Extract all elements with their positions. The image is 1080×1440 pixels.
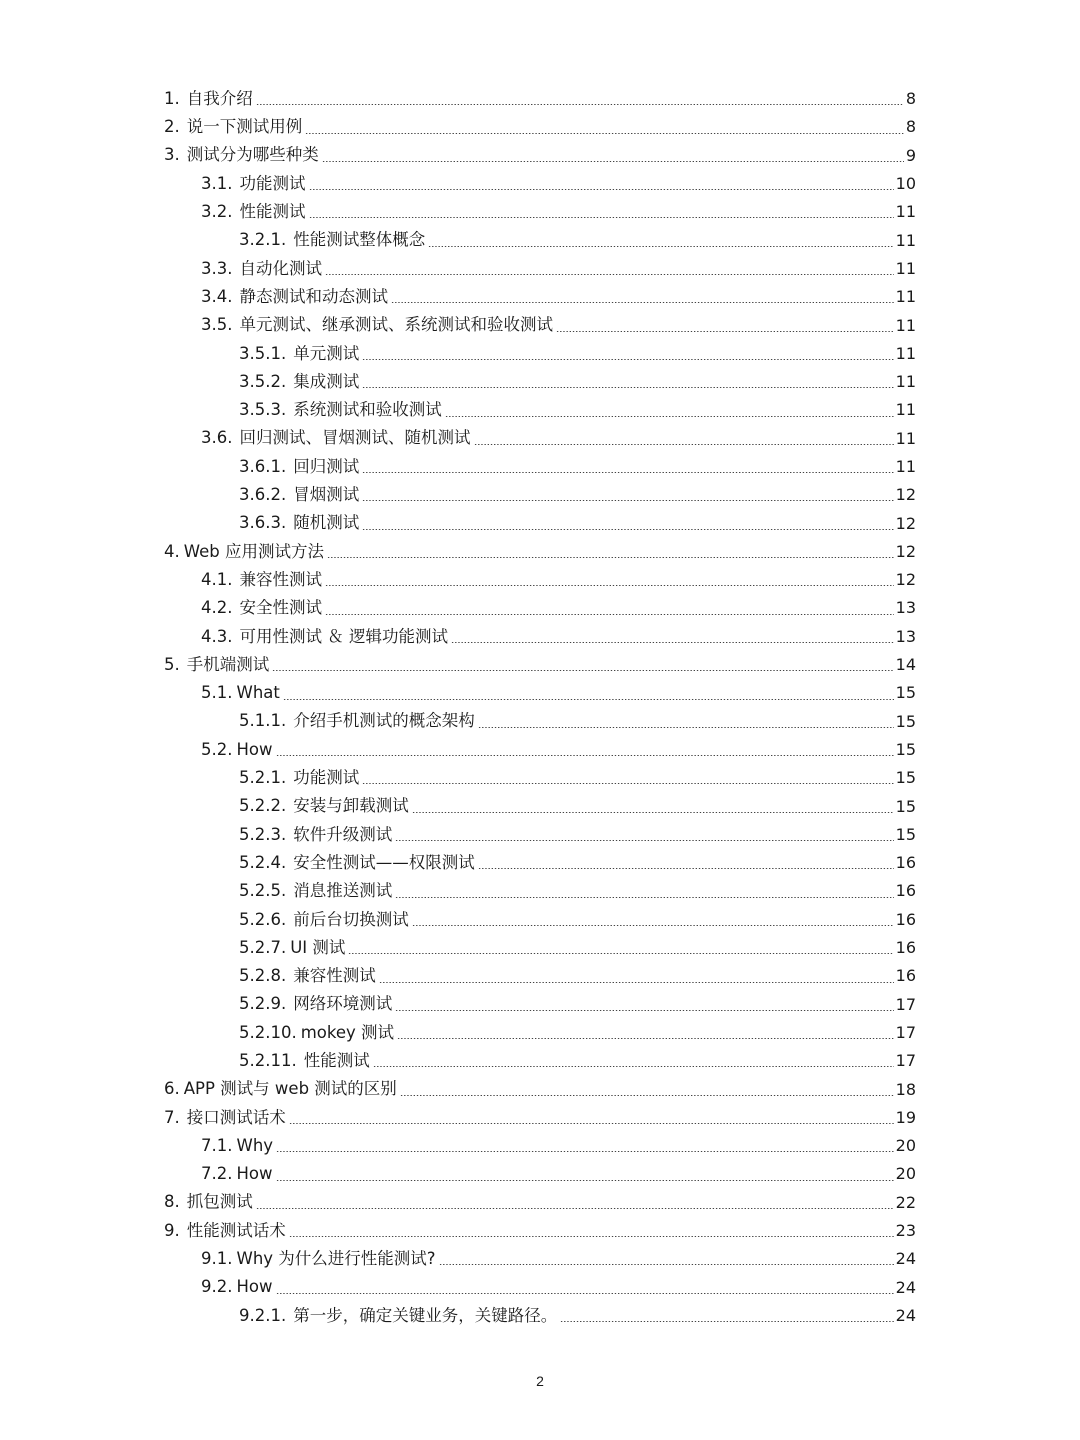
toc-entry[interactable] [0, 340, 1080, 368]
toc-entry-page: 16 [895, 966, 916, 986]
toc-dot-leader [276, 755, 894, 756]
toc-entry-number: 3.2.1. [239, 230, 287, 250]
toc-entry-number: 9.2. [201, 1277, 233, 1297]
toc-entry-page: 11 [895, 457, 916, 476]
toc-dot-leader [439, 1264, 894, 1265]
toc-dot-leader [272, 670, 893, 671]
toc-entry[interactable] [0, 1217, 1080, 1245]
toc-dot-leader [395, 1010, 893, 1011]
toc-entry[interactable] [0, 708, 1080, 736]
toc-entry-page: 15 [895, 824, 916, 844]
toc-entry-number: 6. [164, 1079, 180, 1099]
toc-entry-title: How [236, 1164, 273, 1184]
toc-entry-number: 5.2.9. [239, 994, 287, 1014]
toc-entry[interactable] [0, 1132, 1080, 1160]
toc-entry[interactable] [0, 934, 1080, 962]
toc-entry[interactable] [0, 283, 1080, 311]
toc-dot-leader [395, 840, 893, 841]
toc-entry-title: 安全性测试——权限测试 [293, 852, 475, 872]
toc-entry-title: 手机端测试 [186, 654, 270, 674]
toc-entry-title: 兼容性测试 [239, 569, 322, 589]
toc-dot-leader [395, 897, 893, 898]
toc-dot-leader [400, 1095, 894, 1096]
toc-entry-title: 性能测试话术 [186, 1220, 286, 1240]
toc-entry[interactable] [0, 821, 1080, 849]
toc-dot-leader [478, 727, 894, 728]
toc-entry-title: 介绍手机测试的概念架构 [293, 711, 475, 731]
toc-entry-number: 5.2.10. [239, 1022, 297, 1042]
toc-entry[interactable] [0, 1189, 1080, 1217]
toc-entry-number: 5.2.6. [239, 909, 287, 929]
toc-entry-title: 兼容性测试 [293, 966, 376, 986]
toc-dot-leader [391, 302, 894, 303]
toc-entry[interactable] [0, 764, 1080, 792]
toc-entry-number: 9. [164, 1220, 180, 1240]
toc-entry-title: 冒烟测试 [293, 485, 360, 505]
toc-entry-page: 8 [905, 89, 916, 109]
toc-entry-number: 3.6.2. [239, 485, 287, 505]
toc-dot-leader [327, 557, 894, 558]
toc-entry-number: 3.5. [201, 315, 233, 335]
toc-dot-leader [256, 104, 904, 105]
toc-entry-title: Why [236, 1135, 274, 1155]
toc-entry-page: 17 [895, 1022, 916, 1042]
toc-dot-leader [412, 925, 894, 926]
toc-entry-page: 20 [895, 1164, 916, 1184]
toc-entry-page: 23 [895, 1221, 916, 1241]
toc-entry-title: 测试分为哪些种类 [186, 145, 319, 165]
toc-entry-page: 22 [895, 1192, 916, 1212]
toc-entry-number: 3.6.1. [239, 456, 287, 476]
toc-dot-leader [309, 217, 894, 218]
toc-dot-leader [325, 614, 894, 615]
toc-entry-number: 7. [164, 1107, 180, 1127]
toc-entry-number: 5.2. [201, 739, 233, 759]
toc-dot-leader [556, 331, 894, 332]
toc-entry[interactable] [0, 1104, 1080, 1132]
toc-entry-title: 静态测试和动态测试 [239, 286, 388, 306]
toc-entry[interactable] [0, 113, 1080, 141]
toc-entry-number: 3.2. [201, 202, 233, 222]
toc-entry[interactable] [0, 1273, 1080, 1301]
toc-entry-page: 15 [895, 711, 916, 731]
toc-entry-title: 说一下测试用例 [186, 117, 303, 137]
toc-entry[interactable] [0, 566, 1080, 594]
toc-entry-page: 16 [895, 853, 916, 873]
toc-entry-page: 13 [895, 626, 916, 646]
toc-entry-page: 16 [895, 881, 916, 901]
toc-entry[interactable] [0, 509, 1080, 537]
toc-dot-leader [348, 953, 893, 954]
toc-entry-page: 15 [895, 796, 916, 816]
toc-entry-title: How [236, 739, 273, 759]
toc-entry-page: 10 [895, 174, 916, 194]
toc-entry-page: 18 [895, 1079, 916, 1099]
toc-dot-leader [309, 189, 894, 190]
toc-entry-title: 回归测试 [293, 456, 360, 476]
toc-entry-title: What [236, 683, 280, 703]
table-of-contents [0, 85, 1080, 1330]
toc-dot-leader [428, 246, 893, 247]
toc-entry[interactable] [0, 962, 1080, 990]
toc-entry[interactable] [0, 906, 1080, 934]
toc-entry-page: 17 [895, 994, 916, 1014]
toc-entry-page: 24 [895, 1305, 916, 1325]
toc-entry-title: 可用性测试 ＆ 逻辑功能测试 [239, 626, 448, 646]
toc-entry-title: 第一步，确定关键业务，关键路径。 [293, 1305, 558, 1325]
toc-entry[interactable] [0, 849, 1080, 877]
toc-entry[interactable] [0, 538, 1080, 566]
toc-entry-title: 单元测试、继承测试、系统测试和验收测试 [239, 315, 553, 335]
toc-entry-title: Web 应用测试方法 [183, 541, 324, 561]
toc-entry[interactable] [0, 877, 1080, 905]
toc-entry-page: 11 [895, 202, 916, 222]
toc-entry-number: 3.4. [201, 286, 233, 306]
toc-entry[interactable] [0, 594, 1080, 622]
toc-entry[interactable] [0, 991, 1080, 1019]
toc-entry-title: 抓包测试 [186, 1192, 253, 1212]
toc-entry-title: 自我介绍 [186, 88, 253, 108]
toc-dot-leader [305, 133, 904, 134]
toc-entry-page: 15 [895, 768, 916, 788]
toc-dot-leader [362, 500, 893, 501]
toc-dot-leader [362, 359, 893, 360]
toc-entry-page: 11 [895, 287, 916, 307]
toc-entry-number: 5.2.4. [239, 852, 287, 872]
toc-entry-number: 5.1. [201, 683, 233, 703]
toc-entry-page: 16 [895, 909, 916, 929]
toc-entry-number: 5.2.5. [239, 881, 287, 901]
toc-entry[interactable] [0, 1075, 1080, 1103]
toc-entry-number: 3.5.2. [239, 371, 287, 391]
toc-entry-title: 自动化测试 [239, 258, 322, 278]
toc-entry-number: 7.1. [201, 1135, 233, 1155]
toc-entry[interactable] [0, 792, 1080, 820]
toc-entry[interactable] [0, 396, 1080, 424]
toc-dot-leader [362, 529, 893, 530]
toc-entry-page: 24 [895, 1249, 916, 1269]
toc-entry-number: 5. [164, 654, 180, 674]
toc-entry[interactable] [0, 1019, 1080, 1047]
toc-entry-number: 3.5.1. [239, 343, 287, 363]
toc-entry-title: 前后台切换测试 [293, 909, 409, 929]
toc-entry[interactable] [0, 1047, 1080, 1075]
toc-dot-leader [451, 642, 894, 643]
toc-entry-number: 3.1. [201, 173, 233, 193]
toc-entry-page: 17 [895, 1051, 916, 1071]
toc-dot-leader [325, 585, 894, 586]
toc-dot-leader [362, 783, 893, 784]
toc-dot-leader [276, 1151, 894, 1152]
toc-entry-number: 8. [164, 1192, 180, 1212]
toc-dot-leader [474, 444, 894, 445]
toc-entry-title: 性能测试整体概念 [293, 230, 426, 250]
toc-entry-title: 单元测试 [293, 343, 360, 363]
toc-entry-number: 3.6.3. [239, 513, 287, 533]
toc-entry-title: 回归测试、冒烟测试、随机测试 [239, 428, 471, 448]
toc-entry-number: 9.1. [201, 1249, 233, 1269]
toc-entry-number: 4.1. [201, 569, 233, 589]
toc-entry[interactable] [0, 368, 1080, 396]
toc-dot-leader [322, 161, 904, 162]
toc-entry-page: 16 [895, 938, 916, 958]
toc-entry[interactable] [0, 198, 1080, 226]
toc-dot-leader [445, 416, 894, 417]
toc-entry-title: UI 测试 [290, 937, 346, 957]
toc-dot-leader [362, 472, 893, 473]
toc-entry[interactable] [0, 651, 1080, 679]
toc-dot-leader [379, 982, 894, 983]
toc-dot-leader [397, 1038, 894, 1039]
toc-entry-number: 5.1.1. [239, 711, 287, 731]
toc-entry-page: 11 [895, 258, 916, 278]
toc-entry-number: 4. [164, 541, 180, 561]
toc-entry-page: 24 [895, 1277, 916, 1297]
toc-entry-title: 系统测试和验收测试 [293, 400, 442, 420]
toc-dot-leader [412, 812, 894, 813]
toc-entry-title: 集成测试 [293, 371, 360, 391]
toc-entry-page: 15 [895, 683, 916, 703]
toc-entry-number: 4.2. [201, 598, 233, 618]
toc-entry-number: 7.2. [201, 1164, 233, 1184]
toc-entry[interactable] [0, 481, 1080, 509]
toc-entry[interactable] [0, 1245, 1080, 1273]
toc-entry-title: 性能测试 [303, 1050, 370, 1070]
toc-entry[interactable] [0, 85, 1080, 113]
toc-entry-page: 11 [895, 400, 916, 420]
toc-entry[interactable] [0, 255, 1080, 283]
toc-entry-title: How [236, 1277, 273, 1297]
toc-entry-page: 14 [895, 655, 916, 675]
toc-dot-leader [289, 1236, 894, 1237]
toc-entry-number: 5.2.3. [239, 824, 287, 844]
toc-entry-page: 19 [895, 1107, 916, 1127]
toc-dot-leader [276, 1293, 894, 1294]
toc-entry-number: 2. [164, 117, 180, 137]
toc-entry-number: 5.2.1. [239, 768, 287, 788]
toc-entry-title: 功能测试 [293, 768, 360, 788]
toc-entry-page: 11 [895, 230, 916, 250]
toc-entry-page: 11 [895, 428, 916, 448]
toc-entry-title: APP 测试与 web 测试的区别 [183, 1079, 397, 1099]
toc-entry-number: 5.2.11. [239, 1050, 297, 1070]
toc-entry-title: 网络环境测试 [293, 994, 393, 1014]
toc-entry[interactable] [0, 226, 1080, 254]
toc-entry-title: Why 为什么进行性能测试? [236, 1249, 436, 1269]
toc-dot-leader [276, 1180, 894, 1181]
toc-entry[interactable] [0, 311, 1080, 339]
toc-entry-page: 12 [895, 513, 916, 533]
toc-entry-title: 软件升级测试 [293, 824, 393, 844]
toc-dot-leader [289, 1123, 894, 1124]
toc-entry[interactable] [0, 623, 1080, 651]
toc-entry-page: 12 [895, 570, 916, 590]
toc-entry[interactable] [0, 425, 1080, 453]
toc-entry-page: 15 [895, 739, 916, 759]
toc-entry-number: 5.2.2. [239, 796, 287, 816]
toc-entry-title: 接口测试话术 [186, 1107, 286, 1127]
toc-entry-title: 安全性测试 [239, 598, 322, 618]
toc-entry-number: 9.2.1. [239, 1305, 287, 1325]
toc-dot-leader [560, 1321, 893, 1322]
toc-entry-page: 12 [895, 485, 916, 505]
toc-entry-title: 消息推送测试 [293, 881, 393, 901]
toc-entry-title: 随机测试 [293, 513, 360, 533]
toc-entry-page: 9 [905, 145, 916, 165]
toc-entry-number: 5.2.7. [239, 937, 287, 957]
toc-entry-number: 3.3. [201, 258, 233, 278]
toc-entry-number: 3. [164, 145, 180, 165]
toc-entry-number: 5.2.8. [239, 966, 287, 986]
toc-entry-number: 4.3. [201, 626, 233, 646]
toc-dot-leader [283, 699, 894, 700]
toc-entry-title: 功能测试 [239, 173, 306, 193]
toc-entry-page: 20 [895, 1136, 916, 1156]
toc-dot-leader [362, 387, 893, 388]
toc-entry[interactable] [0, 679, 1080, 707]
toc-entry-page: 11 [895, 343, 916, 363]
toc-entry-number: 3.6. [201, 428, 233, 448]
toc-entry-page: 13 [895, 598, 916, 618]
toc-entry-page: 11 [895, 315, 916, 335]
toc-dot-leader [256, 1208, 894, 1209]
toc-entry-number: 1. [164, 88, 180, 108]
page-number: 2 [536, 1373, 544, 1389]
toc-dot-leader [325, 274, 894, 275]
toc-entry-number: 3.5.3. [239, 400, 287, 420]
toc-entry[interactable] [0, 142, 1080, 170]
toc-entry-page: 12 [895, 541, 916, 561]
toc-entry-title: 性能测试 [239, 202, 306, 222]
toc-entry-title: 安装与卸载测试 [293, 796, 409, 816]
toc-entry-page: 11 [895, 372, 916, 392]
toc-entry[interactable] [0, 170, 1080, 198]
toc-entry-title: mokey 测试 [300, 1022, 395, 1042]
toc-entry[interactable] [0, 1160, 1080, 1188]
toc-dot-leader [373, 1066, 894, 1067]
toc-entry[interactable] [0, 736, 1080, 764]
toc-entry[interactable] [0, 453, 1080, 481]
toc-dot-leader [478, 868, 894, 869]
toc-entry[interactable] [0, 1302, 1080, 1330]
toc-entry-page: 8 [905, 117, 916, 137]
